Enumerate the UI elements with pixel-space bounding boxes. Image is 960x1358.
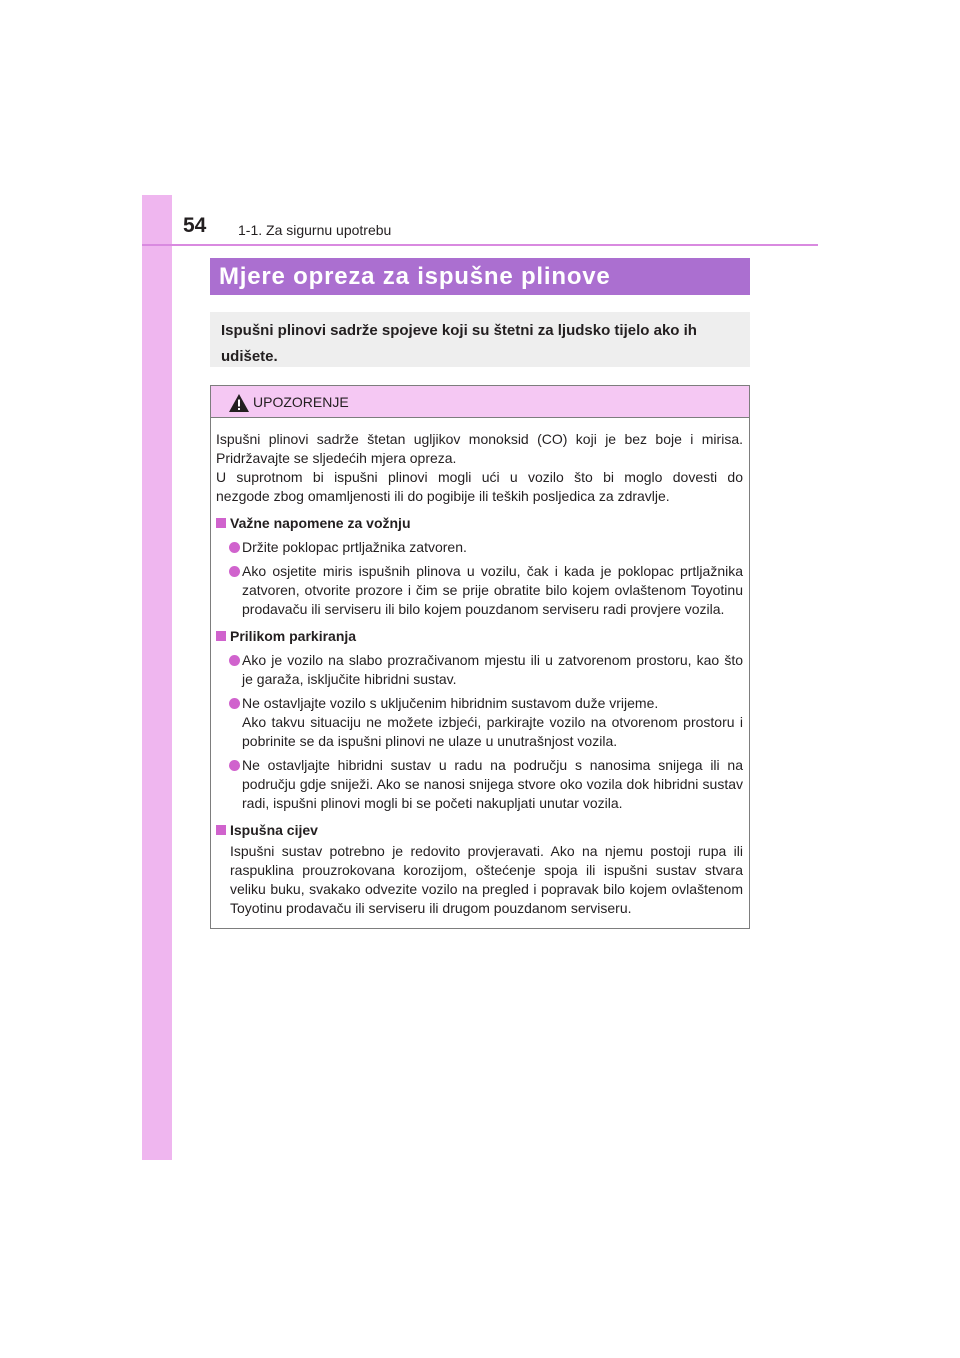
warning-body (211, 418, 749, 918)
list-item: Držite poklopac prtljažnika zatvoren. (216, 538, 743, 557)
intro-box: Ispušni plinovi sadrže spojeve koji su štetni za ljudsko tijelo ako ih udišete. (210, 312, 750, 367)
round-bullet-icon (229, 655, 240, 666)
section-title-bar (210, 258, 750, 295)
warning-triangle-icon (228, 393, 250, 413)
round-bullet-icon (229, 698, 240, 709)
sub-heading-driving: Važne napomene za vožnju (216, 514, 743, 533)
list-item: Ako osjetite miris ispušnih plinova u vozilu, čak i kada je poklopac prtljažnika zatvoren, otvorite prozore i čim se prije obratite bilo kojem ovlaštenom Toyotinu prodavaču ili serviseru ili bilo kojem pouzdanom serviseru radi provjere vozila. (216, 562, 743, 619)
warning-header (211, 386, 749, 418)
square-bullet-icon (216, 825, 226, 835)
warning-label: UPOZORENJE (253, 394, 349, 410)
exhaust-pipe-paragraph: Ispušni sustav potrebno je redovito provjeravati. Ako na njemu postoji rupa ili raspuklina prouzrokovana korozijom, oštećenje spoja ili ispušni sustav stvara veliku buku, svakako odvezite vozilo na pregled i popravak bilo kojem ovlaštenom Toyotinu prodavaču ili serviseru ili drugom pouzdanom serviseru. (230, 843, 743, 916)
warning-intro-line: Pridržavajte se sljedećih mjera opreza. (216, 450, 457, 466)
warning-intro-line: nezgode zbog omamljenosti ili do pogibije ili teških posljedica za zdravlje. (216, 488, 670, 504)
header-rule (142, 244, 818, 246)
sub-heading-exhaust-pipe: Ispušna cijev (216, 821, 743, 840)
list-item: Ne ostavljajte hibridni sustav u radu na području s nanosima snijega ili na području gdje sniježi. Ako se nanosi snijega stvore oko vozila dok hibridni sustav radi, ispušni plinovi mogli bi se početi nakupljati unutar vozila. (216, 756, 743, 813)
round-bullet-icon (229, 566, 240, 577)
list-item: Ako je vozilo na slabo prozračivanom mjestu ili u zatvorenom prostoru, kao što je garaža, isključite hibridni sustav. (216, 651, 743, 689)
square-bullet-icon (216, 518, 226, 528)
round-bullet-icon (229, 760, 240, 771)
warning-intro-line: U suprotnom bi ispušni plinovi mogli ući u vozilo što bi moglo dovesti do (216, 469, 743, 485)
header-section-title: 1-1. Za sigurnu upotrebu (238, 222, 392, 238)
warning-box (210, 385, 750, 929)
sub-heading-parking: Prilikom parkiranja (216, 627, 743, 646)
warning-intro (216, 430, 743, 506)
side-tab (142, 195, 172, 1160)
round-bullet-icon (229, 542, 240, 553)
page-number: 54 (183, 214, 207, 237)
section-title: Mjere opreza za ispušne plinove (219, 263, 611, 290)
warning-intro-line: Ispušni plinovi sadrže štetan ugljikov monoksid (CO) koji je bez boje i mirisa. (216, 431, 743, 447)
square-bullet-icon (216, 631, 226, 641)
list-item: Ne ostavljajte vozilo s uključenim hibridnim sustavom duže vrijeme. Ako takvu situaciju ne možete izbjeći, parkirajte vozilo na otvorenom prostoru i pobrinite se da ispušni plinovi ne ulaze u unutrašnjost vozila. (216, 694, 743, 751)
